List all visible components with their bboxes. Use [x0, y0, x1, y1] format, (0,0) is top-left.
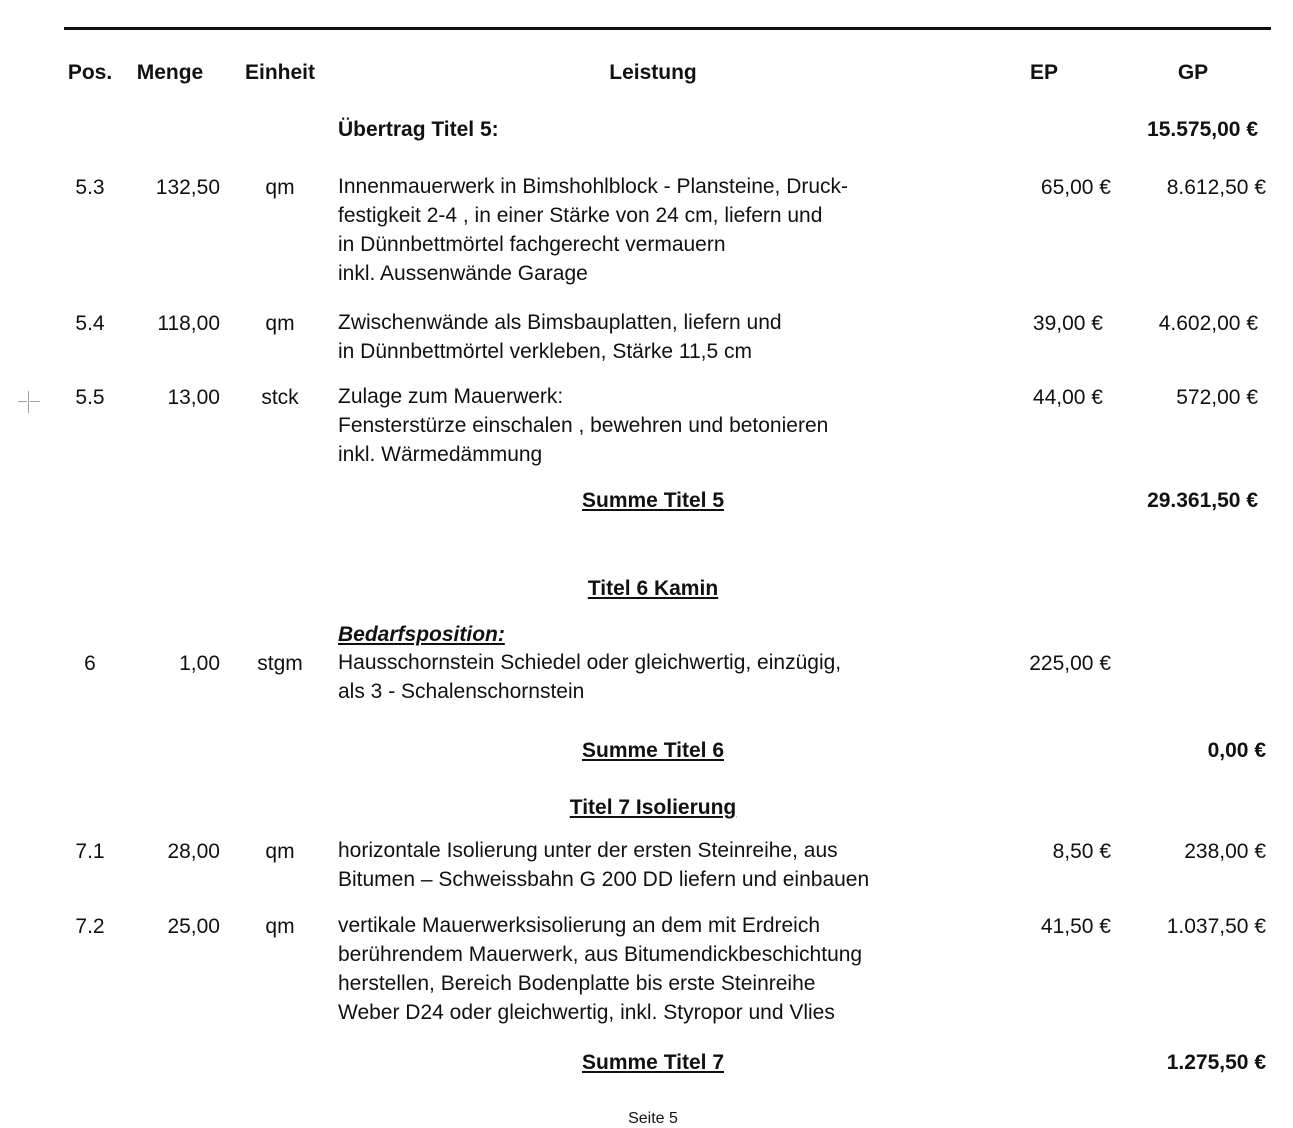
header-leistung: Leistung: [609, 61, 697, 84]
row-ep: 8,50 €: [1052, 840, 1111, 863]
row-menge: 25,00: [167, 915, 220, 938]
uebertrag-label: Übertrag Titel 5:: [338, 118, 499, 141]
row-ep: 65,00 €: [1040, 176, 1111, 199]
row-pos: 5.5: [75, 386, 105, 409]
row-ep: 225,00 €: [1029, 652, 1111, 675]
summe-titel-5-label: Summe Titel 5: [582, 489, 724, 512]
top-rule: [64, 27, 1271, 30]
summe-titel-5-amount: 29.361,50 €: [1147, 489, 1258, 512]
crosshair-icon: [18, 391, 40, 413]
header-einheit: Einheit: [244, 61, 315, 84]
header-menge: Menge: [136, 61, 204, 84]
row-gp: 1.037,50 €: [1166, 915, 1266, 938]
row-gp: 4.602,00 €: [1158, 312, 1258, 335]
row-description: Zulage zum Mauerwerk: Fensterstürze einschalen , bewehren und betonieren inkl. Wärmedämmung: [338, 385, 829, 466]
titel-7-heading: Titel 7 Isolierung: [569, 796, 737, 819]
row-description: vertikale Mauerwerksisolierung an dem mit Erdreich berührendem Mauerwerk, aus Bitumendickbeschichtung herstellen, Bereich Bodenplatte bis erste Steinreihe Weber D24 oder gleichwertig, inkl. Styropor und Vlies: [338, 914, 863, 1024]
row-ep: 39,00 €: [1032, 312, 1103, 335]
row-pos: 5.4: [75, 312, 105, 335]
row-description: Innenmauerwerk in Bimshohlblock - Plansteine, Druck- festigkeit 2-4 , in einer Stärke von 24 cm, liefern und in Dünnbettmörtel fachgerecht vermauern inkl. Aussenwände Garage: [338, 175, 849, 285]
row-gp: 8.612,50 €: [1166, 176, 1266, 199]
row-description: horizontale Isolierung unter der ersten Steinreihe, aus Bitumen – Schweissbahn G 200 DD liefern und einbauen: [338, 839, 870, 891]
row-menge: 132,50: [155, 176, 220, 199]
row-einheit: stck: [261, 386, 299, 409]
row-menge: 13,00: [167, 386, 220, 409]
row-einheit: qm: [265, 176, 295, 199]
row-ep: 41,50 €: [1040, 915, 1111, 938]
row-pos: 5.3: [75, 176, 105, 199]
summe-titel-6-amount: 0,00 €: [1207, 739, 1266, 762]
header-ep: EP: [1029, 61, 1058, 84]
row-pos: 7.1: [75, 840, 105, 863]
page-number: Seite 5: [628, 1110, 678, 1127]
row-gp: 238,00 €: [1184, 840, 1266, 863]
row-ep: 44,00 €: [1032, 386, 1103, 409]
row-pos: 6: [84, 652, 96, 675]
row-menge: 1,00: [179, 652, 220, 675]
uebertrag-amount: 15.575,00 €: [1147, 118, 1258, 141]
titel-6-heading: Titel 6 Kamin: [587, 577, 719, 600]
bedarfsposition-label: Bedarfsposition:: [338, 623, 505, 646]
row-pos: 7.2: [75, 915, 105, 938]
summe-titel-7-label: Summe Titel 7: [582, 1051, 724, 1074]
row-menge: 28,00: [167, 840, 220, 863]
header-pos: Pos.: [67, 61, 113, 84]
row-gp: 572,00 €: [1176, 386, 1258, 409]
row-einheit: stgm: [257, 652, 303, 675]
row-menge: 118,00: [157, 312, 220, 335]
row-description: Zwischenwände als Bimsbauplatten, liefern und in Dünnbettmörtel verkleben, Stärke 11,5 cm: [338, 311, 782, 363]
row-einheit: qm: [265, 915, 295, 938]
summe-titel-6-label: Summe Titel 6: [582, 739, 724, 762]
row-description: Hausschornstein Schiedel oder gleichwertig, einzügig, als 3 - Schalenschornstein: [338, 651, 842, 703]
header-gp: GP: [1177, 61, 1209, 84]
row-einheit: qm: [265, 312, 295, 335]
summe-titel-7-amount: 1.275,50 €: [1166, 1051, 1266, 1074]
row-einheit: qm: [265, 840, 295, 863]
